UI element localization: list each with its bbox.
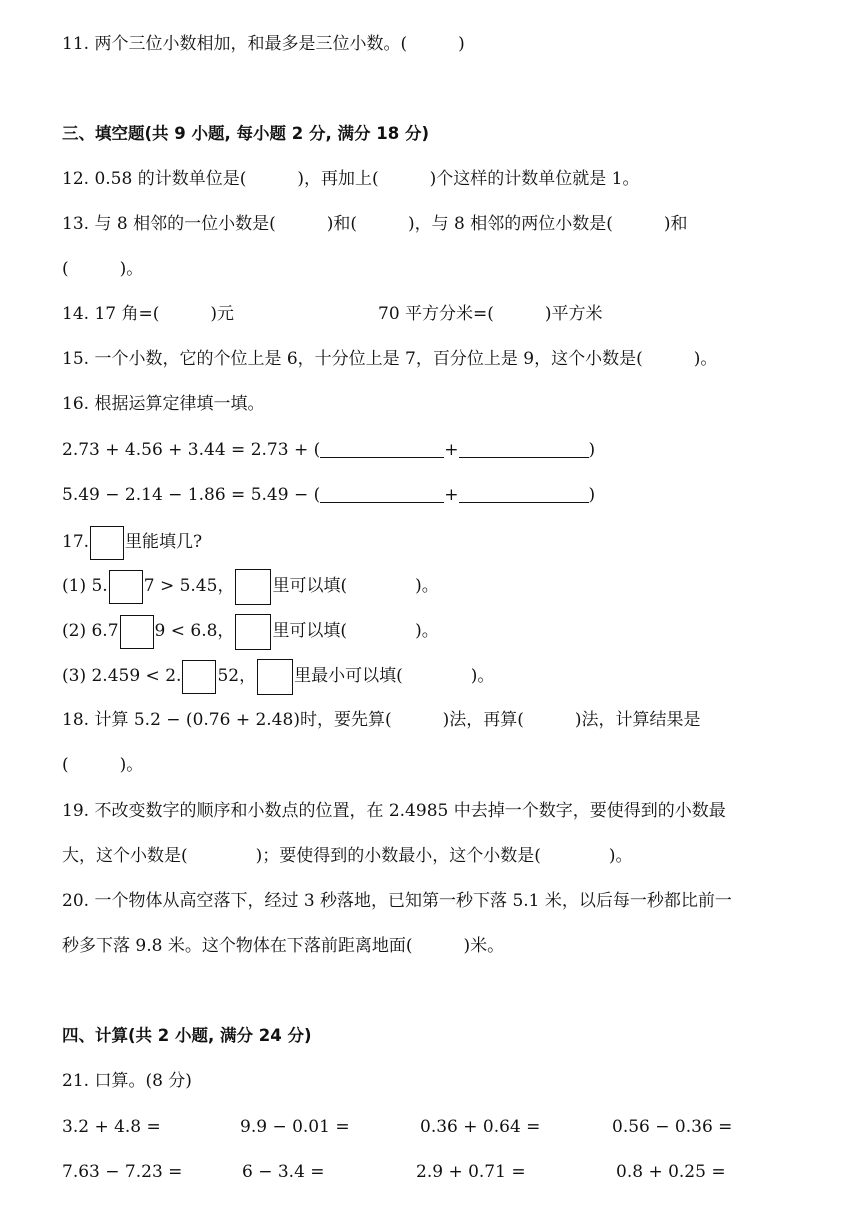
question-13-line-2: ( )。 [62, 259, 144, 279]
part-1-inequality: 7 > 5.45， [143, 576, 235, 596]
answer-box [109, 570, 143, 604]
oral-item: 0.56 − 0.36 = [612, 1117, 733, 1137]
answer-box [182, 660, 216, 694]
answer-box [120, 615, 154, 649]
plus-sign: + [444, 440, 459, 460]
question-11: 11. 两个三位小数相加，和最多是三位小数。( ) [62, 34, 465, 54]
question-13-line-1: 13. 与 8 相邻的一位小数是( )和( )，与 8 相邻的两位小数是( )和 [62, 214, 688, 234]
oral-item: 6 − 3.4 = [242, 1162, 325, 1182]
oral-item: 9.9 − 0.01 = [240, 1117, 350, 1137]
question-17-part-3 [62, 656, 494, 696]
question-19-line-2: 大，这个小数是( )；要使得到的小数最小，这个小数是( )。 [62, 846, 633, 866]
equation-2-left: 5.49 − 2.14 − 1.86 = 5.49 − ( [62, 485, 321, 505]
equation-1-left: 2.73 + 4.56 + 3.44 = 2.73 + ( [62, 440, 321, 460]
section-3-title: 三、填空题(共 9 小题, 每小题 2 分, 满分 18 分) [62, 124, 429, 143]
part-1-prompt: 里可以填( )。 [272, 576, 439, 596]
close-paren: ) [588, 485, 596, 505]
part-1-prefix: (1) 5. [62, 576, 108, 596]
oral-item: 7.63 − 7.23 = [62, 1162, 183, 1182]
answer-box [257, 659, 293, 695]
part-2-inequality: 9 < 6.8， [154, 621, 235, 641]
part-3-prefix: (3) 2.459 < 2. [62, 666, 182, 686]
question-18-line-2: ( )。 [62, 755, 144, 775]
question-17-number: 17. [62, 532, 90, 552]
question-20-line-2: 秒多下落 9.8 米。这个物体在下落前距离地面( )米。 [62, 936, 505, 956]
blank-line [459, 484, 589, 503]
question-20-line-1: 20. 一个物体从高空落下，经过 3 秒落地，已知第一秒下落 5.1 米，以后每一秒都比前一 [62, 891, 732, 911]
answer-box [235, 614, 271, 650]
blank-line [320, 484, 444, 503]
question-17-text: 里能填几? [125, 532, 203, 552]
question-18-line-1: 18. 计算 5.2 − (0.76 + 2.48)时，要先算( )法，再算( )法，计算结果是 [62, 710, 701, 730]
part-3-prompt: 里最小可以填( )。 [294, 666, 495, 686]
part-3-inequality: 52， [217, 666, 257, 686]
question-15: 15. 一个小数，它的个位上是 6，十分位上是 7，百分位上是 9，这个小数是( )。 [62, 349, 718, 369]
blank-line [320, 439, 444, 458]
question-16-equation-1 [62, 438, 595, 462]
question-17-part-1 [62, 566, 439, 606]
question-19-line-1: 19. 不改变数字的顺序和小数点的位置，在 2.4985 中去掉一个数字，要使得到的小数最 [62, 801, 726, 821]
blank-line [459, 439, 589, 458]
answer-box [90, 526, 124, 560]
oral-item: 0.8 + 0.25 = [616, 1162, 726, 1182]
question-16: 16. 根据运算定律填一填。 [62, 394, 265, 414]
oral-item: 0.36 + 0.64 = [420, 1117, 541, 1137]
part-2-prefix: (2) 6.7 [62, 621, 119, 641]
question-14-part-b: 70 平方分米=( )平方米 [378, 304, 603, 324]
answer-box [235, 569, 271, 605]
oral-item: 2.9 + 0.71 = [416, 1162, 526, 1182]
part-2-prompt: 里可以填( )。 [272, 621, 439, 641]
question-14-part-a: 14. 17 角=( )元 [62, 304, 234, 324]
question-12: 12. 0.58 的计数单位是( )，再加上( )个这样的计数单位就是 1。 [62, 169, 640, 189]
question-16-equation-2 [62, 483, 595, 507]
question-21: 21. 口算。(8 分) [62, 1071, 192, 1091]
question-17 [62, 522, 202, 562]
section-4-title: 四、计算(共 2 小题, 满分 24 分) [62, 1026, 312, 1045]
oral-item: 3.2 + 4.8 = [62, 1117, 161, 1137]
close-paren: ) [588, 440, 596, 460]
plus-sign: + [444, 485, 459, 505]
question-17-part-2 [62, 611, 439, 651]
